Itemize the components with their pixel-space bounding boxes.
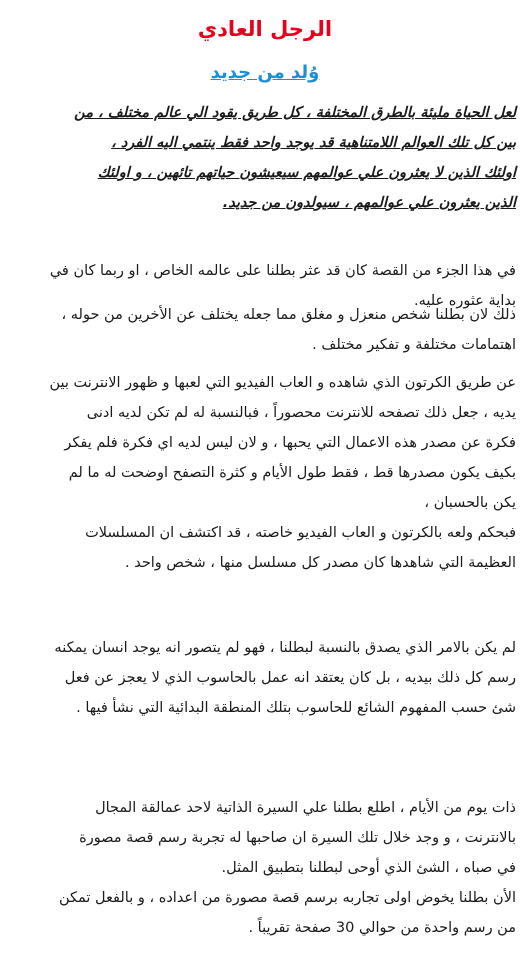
text-line: في هذا الجزء من القصة كان قد عثر بطلنا على عالمه الخاص ، او ربما كان في — [49, 263, 516, 279]
intro-line: الذين يعثرون علي عوالمهم ، سيولدون من جديد. — [222, 195, 516, 211]
intro-line: اولئك الذين لا يعثرون علي عوالمهم سيعيشون حياتهم تائهين ، و اولئك — [97, 165, 516, 181]
text-line: فبحكم ولعه بالكرتون و العاب الفيديو خاصته ، قد اكتشف ان المسلسلات — [85, 525, 516, 541]
text-line: الأن بطلنا يخوض اولى تجاربه برسم قصة مصورة من اعداده ، و بالفعل تمكن — [58, 890, 516, 906]
text-line: ذات يوم من الأيام ، اطلع بطلنا علي السيرة الذاتية لاحد عمالقة المجال — [95, 800, 516, 816]
text-line: العظيمة التي شاهدها كان مصدر كل مسلسل منها ، شخص واحد . — [124, 555, 516, 571]
text-line: بالانترنت ، و وجد خلال تلك السيرة ان صاحبها له تجربة رسم قصة مصورة — [79, 830, 516, 846]
document-title: الرجل العادي — [197, 17, 333, 41]
body-paragraph — [11, 633, 516, 723]
text-line: عن طريق الكرتون الذي شاهده و العاب الفيديو التي لعبها و ظهور الانترنت بين — [49, 375, 516, 391]
text-line: يكن بالحسبان ، — [424, 495, 516, 511]
body-paragraph — [11, 368, 516, 578]
text-line: لم يكن بالامر الذي يصدق بالنسبة لبطلنا ، فهو لم يتصور انه يوجد انسان يمكنه — [54, 640, 516, 656]
text-line: شئ حسب المفهوم الشائع للحاسوب بتلك المنطقة البدائية التي نشأ فيها . — [76, 700, 516, 716]
text-line: من رسم واحدة من حوالي 30 صفحة تقريباً . — [248, 920, 516, 936]
text-line: بداية عثوره عليه. — [413, 293, 516, 309]
text-line: ذلك لان بطلنا شخص منعزل و مغلق مما جعله يختلف عن الأخرين من حوله ، — [61, 307, 516, 323]
intro-line: بين كل تلك العوالم اللامتناهية قد يوجد واحد فقط ينتمي اليه الفرد ، — [111, 135, 516, 151]
text-line: في صباه ، الشئ الذي أوحى لبطلنا بتطبيق المثل. — [221, 860, 516, 876]
intro-line: لعل الحياة مليئة بالطرق المختلفة ، كل طريق يقود الي عالم مختلف ، من — [74, 105, 516, 121]
text-line: رسم كل ذلك بيديه ، بل كان يعتقد انه عمل بالحاسوب الذي لا يعجز عن فعل — [64, 670, 516, 686]
body-paragraph — [11, 300, 516, 360]
text-line: بكيف يكون مصدرها قط ، فقط طول الأيام و كثرة التصفح اوضحت له ما لم — [68, 465, 516, 481]
text-line: فكرة عن مصدر هذه الاعمال التي يحبها ، و لان ليس لديه اي فكرة فلم يفكر — [64, 435, 516, 451]
body-paragraph — [11, 793, 516, 943]
document-subtitle: وُلد من جديد — [210, 62, 320, 83]
text-line: يديه ، جعل ذلك تصفحه للانترنت محصوراً ، فبالنسبة له لم تكن لديه ادنى — [86, 405, 516, 421]
text-line: اهتمامات مختلفة و تفكير مختلف . — [312, 337, 516, 353]
intro-paragraph — [11, 98, 516, 218]
